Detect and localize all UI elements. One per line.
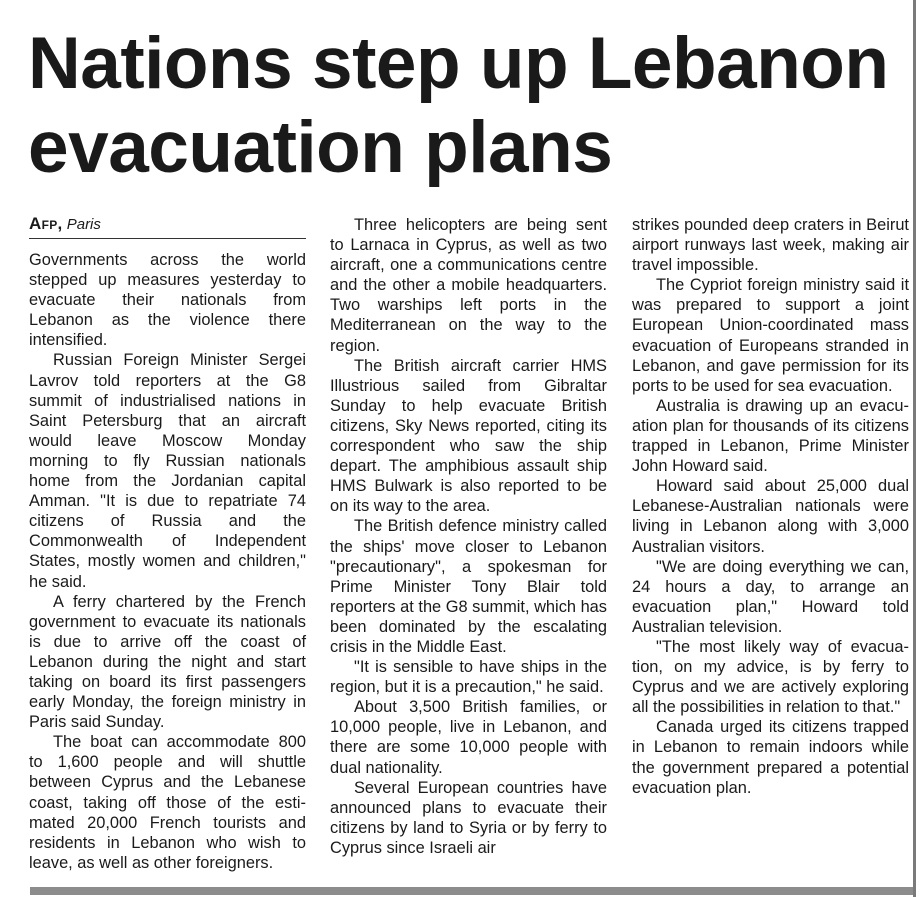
byline-place: Paris [66,216,101,233]
paragraph: "It is sensible to have ships in the region, but it is a precaution," he said. [330,658,607,697]
paragraph: strikes pounded deep craters in Beirut airport runways last week, making air travel impossible. [632,216,909,275]
paragraph: "We are doing everything we can, 24 hours a day, to arrange an evacuation plan," Howard told Australian television. [632,557,909,636]
article-column-3 [632,215,909,798]
paragraph: Australia is drawing up an evacuation plan for thousands of its citizens trapped in Lebanon, Prime Minister John Howard said. [632,396,909,476]
bottom-rule [30,887,913,895]
article-column-2 [330,215,607,858]
paragraph: A ferry chartered by the French government to evacuate its nationals is due to arrive off the coast of Lebanon during the night and start taking on board its first passengers early Monday, the foreign ministry in Paris said Sunday. [29,592,306,732]
paragraph: Russian Foreign Minister Sergei Lavrov told reporters at the G8 summit of industrialised nations in Saint Petersburg that an aircraft would leave Moscow Monday morning to fly Russian nationals home from the Jordanian capital Amman. "It is due to repatriate 74 citizens of Russia and the Commonwealth of Independent States, mostly women and children," he said. [29,351,306,591]
paragraph: Several European countries have announced plans to evacuate their citizens by land to Syria or by ferry to Cyprus since Israeli air [330,778,607,857]
paragraph: The boat can accommodate 800 to 1,600 people and will shuttle between Cyprus and the Lebanese coast, taking off those of the estimated 20,000 French tourists and residents in Lebanon who wish to leave, as well as other foreigners. [29,733,306,872]
paragraph: About 3,500 British families, or 10,000 people, live in Lebanon, and there are some 10,000 people with dual nationality. [330,698,607,777]
byline [29,214,306,239]
paragraph: Three helicopters are being sent to Larnaca in Cyprus, as well as two aircraft, one a communications centre and the other a mobile headquarters. Two warships left ports in the Mediterranean on the way to the region. [330,216,607,355]
paragraph: Canada urged its citizens trapped in Lebanon to remain indoors while the government prepared a potential evacuation plan. [632,718,909,797]
paragraph: The British defence ministry called the ships' move closer to Lebanon "precautionary", a spokesman for Prime Minister Tony Blair told reporters at the G8 summit, which has been dominated by the escalating crisis in the Middle East. [330,517,607,656]
paragraph: The Cypriot foreign ministry said it was prepared to support a joint European Union-coordinated mass evacuation of Europeans stranded in Lebanon, and gave permission for its ports to be used for sea evacuation. [632,276,909,395]
headline: Nations step up Lebanon evacuation plans [28,23,889,188]
column-rule-right [913,0,916,897]
paragraph: "The most likely way of evacuation, on my advice, is by ferry to Cyprus and we are actively exploring all the possibilities in relation to that." [632,637,909,717]
article-column-1 [29,214,306,873]
paragraph: The British aircraft carrier HMS Illustrious sailed from Gibraltar Sunday to help evacuate British citizens, Sky News reported, citing its correspondent who saw the ship depart. The amphibious assault ship HMS Bulwark is also reported to be on its way to the area. [330,356,607,516]
paragraph: Governments across the world stepped up measures yesterday to evacuate their nationals from Lebanon as the violence there intensified. [29,251,306,350]
paragraph: Howard said about 25,000 dual Lebanese-Australian nationals were living in Lebanon along with 3,000 Australian visitors. [632,477,909,556]
byline-agency: Afp, [29,214,63,233]
